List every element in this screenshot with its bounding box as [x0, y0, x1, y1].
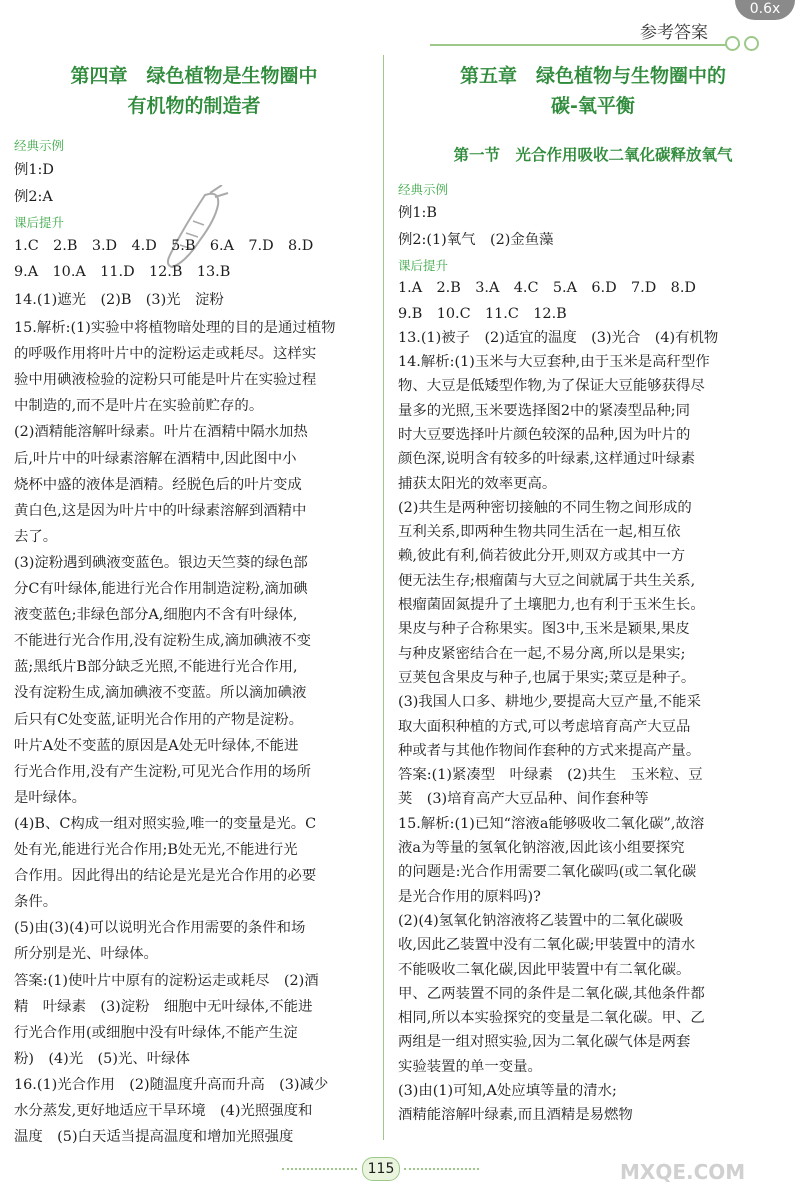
left-answer-line: 后,叶片中的叶绿素溶解在酒精中,因此图中小 [14, 450, 297, 467]
left-answer-line: 例2:A [14, 189, 53, 205]
left-answer-line: 合作用。因此得出的结论是光是光合作用的必要 [14, 868, 317, 885]
left-answer-line: 精 叶绿素 (3)淀粉 细胞中无叶绿体,不能进 [14, 998, 313, 1015]
right-tag-examples: 经典示例 [398, 182, 449, 197]
left-answer-line: (3)淀粉遇到碘液变蓝色。银边天竺葵的绿色部 [14, 554, 308, 571]
right-answer-line: 液a为等量的氢氧化钠溶液,因此该小组要探究 [398, 840, 685, 856]
left-tag-examples: 经典示例 [14, 138, 65, 153]
right-answer-line: 酒精能溶解叶绿素,而且酒精是易燃物 [398, 1107, 633, 1124]
right-answer-line: 互利关系,即两种生物共同生活在一起,相互依 [398, 524, 681, 541]
left-answer-line: 中制造的,而不是叶片在实验前贮存的。 [14, 398, 264, 415]
right-answer-line: (3)我国人口多、耕地少,要提高大豆产量,不能采 [398, 694, 701, 711]
left-answer-line: 液变蓝色;非绿色部分A,细胞内不含有叶绿体, [14, 607, 298, 624]
right-answer-line: 是光合作用的原料吗)? [398, 888, 541, 905]
left-answer-line: 温度 (5)白天适当提高温度和增加光照强度 [14, 1129, 294, 1146]
right-answer-line: 捕获太阳光的效率更高。 [398, 475, 557, 492]
left-answer-line: (5)由(3)(4)可以说明光合作用需要的条件和场 [14, 920, 306, 937]
left-answer-line: 行光合作用(或细胞中没有叶绿体,不能产生淀 [14, 1024, 298, 1041]
left-answer-line: 答案:(1)使叶片中原有的淀粉运走或耗尽 (2)酒 [14, 972, 319, 989]
left-answer-line: (2)酒精能溶解叶绿素。叶片在酒精中隔水加热 [14, 424, 308, 441]
right-answer-line: 物、大豆是低矮型作物,为了保证大豆能够获得尽 [398, 378, 705, 395]
right-answer-line: 果皮与种子合称果实。图3中,玉米是颖果,果皮 [398, 621, 690, 638]
left-answer-line: 所分别是光、叶绿体。 [14, 946, 158, 963]
right-answer-line: 甲、乙两装置不同的条件是二氧化碳,其他条件都 [398, 985, 705, 1002]
right-answer-line: 颜色深,说明含有较多的叶绿素,这样通过叶绿素 [398, 451, 695, 468]
left-answer-line: 不能进行光合作用,没有淀粉生成,滴加碘液不变 [14, 633, 311, 650]
right-answer-line: 不能吸收二氧化碳,因此甲装置中有二氧化碳。 [398, 961, 691, 978]
right-answer-line: 收,因此乙装置中没有二氧化碳;甲装置中的清水 [398, 937, 696, 954]
left-answer-line: 是叶绿体。 [14, 789, 86, 806]
left-tag-practice: 课后提升 [14, 215, 65, 230]
left-answer-line: 烧杯中盛的液体是酒精。经脱色后的叶片变成 [14, 476, 302, 493]
left-answer-line: 例1:D [14, 162, 54, 178]
right-answer-line: (3)由(1)可知,A处应填等量的清水; [398, 1083, 617, 1099]
right-answer-line: (2)(4)氢氧化钠溶液将乙装置中的二氧化碳吸 [398, 912, 684, 929]
right-answer-line: 与种皮紧密结合在一起,不易分离,所以是果实; [398, 645, 686, 662]
right-answer-line: 例1:B [398, 205, 437, 221]
right-answer-line: 答案:(1)紧凑型 叶绿素 (2)共生 玉米粒、豆 [398, 767, 703, 784]
footer-rule-right [404, 1168, 479, 1170]
right-answer-line: 相同,所以本实验探究的变量是二氧化碳。甲、乙 [398, 1010, 705, 1027]
right-section-title: 第一节 光合作用吸收二氧化碳释放氧气 [453, 146, 733, 164]
left-answer-line: 去了。 [14, 528, 58, 545]
site-watermark: MXQE.COM [620, 1160, 746, 1184]
footer-rule-left [282, 1168, 357, 1170]
right-answer-line: (2)共生是两种密切接触的不同生物之间形成的 [398, 499, 692, 516]
right-tag-practice: 课后提升 [398, 258, 449, 273]
zoom-badge: 0.6x [735, 0, 795, 20]
left-answer-line: 14.(1)遮光 (2)B (3)光 淀粉 [14, 292, 224, 308]
left-answer-line: 水分蒸发,更好地适应干旱环境 (4)光照强度和 [14, 1103, 313, 1119]
left-answer-line: 9.A 10.A 11.D 12.B 13.B [14, 264, 231, 280]
right-answer-line: 时大豆要选择叶片颜色较深的品种,因为叶片的 [398, 426, 691, 443]
left-answer-line: 15.解析:(1)实验中将植物暗处理的目的是通过植物 [14, 320, 336, 336]
left-answer-line: 16.(1)光合作用 (2)随温度升高而升高 (3)减少 [14, 1076, 329, 1093]
left-answer-line: 粉) (4)光 (5)光、叶绿体 [14, 1050, 190, 1067]
left-answer-line: 没有淀粉生成,滴加碘液不变蓝。所以滴加碘液 [14, 685, 307, 702]
left-answer-line: 1.C 2.B 3.D 4.D 5.B 6.A 7.D 8.D [14, 238, 314, 254]
right-answer-line: 取大面积种植的方式,可以考虑培育高产大豆品 [398, 718, 691, 735]
right-answer-line: 量多的光照,玉米要选择图2中的紧凑型品种;同 [398, 402, 691, 419]
right-answer-line: 荚 (3)培育高产大豆品种、间作套种等 [398, 791, 649, 808]
header-label: 参考答案 [640, 23, 708, 43]
left-answer-line: (4)B、C构成一组对照实验,唯一的变量是光。C [14, 815, 317, 832]
right-answer-line: 赖,彼此有利,倘若彼此分开,则双方或其中一方 [398, 548, 686, 565]
left-answer-line: 黄白色,这是因为叶片中的叶绿素溶解到酒精中 [14, 502, 307, 519]
right-answer-line: 两组是一组对照实验,因为二氧化碳气体是两套 [398, 1034, 691, 1051]
left-answer-line: 分C有叶绿体,能进行光合作用制造淀粉,滴加碘 [14, 581, 308, 597]
left-answer-line: 的呼吸作用将叶片中的淀粉运走或耗尽。这样实 [14, 346, 317, 363]
right-answer-line: 14.解析:(1)玉米与大豆套种,由于玉米是高秆型作 [398, 354, 710, 370]
left-answer-line: 处有光,能进行光合作用;B处无光,不能进行光 [14, 842, 298, 858]
left-chapter-title-line2: 有机物的制造者 [127, 95, 261, 117]
right-answer-line: 例2:(1)氧气 (2)金鱼藻 [398, 232, 554, 248]
right-answer-line: 便无法生存;根瘤菌与大豆之间就属于共生关系, [398, 572, 696, 589]
right-answer-line: 种或者与其他作物间作套种的方式来提高产量。 [398, 742, 701, 759]
right-answer-line: 豆荚包含果皮与种子,也属于果实;菜豆是种子。 [398, 669, 696, 686]
right-answer-line: 9.B 10.C 11.C 12.B [398, 306, 567, 322]
left-chapter-title-line1: 第四章 绿色植物是生物圈中 [70, 65, 318, 87]
left-answer-line: 条件。 [14, 894, 58, 911]
left-answer-line: 蓝;黑纸片B部分缺乏光照,不能进行光合作用, [14, 659, 298, 676]
header-rule [430, 44, 740, 46]
right-answer-line: 15.解析:(1)已知“溶液a能够吸收二氧化碳”,故溶 [398, 815, 705, 832]
right-chapter-title-line1: 第五章 绿色植物与生物圈中的 [459, 65, 726, 87]
left-answer-line: 行光合作用,没有产生淀粉,可见光合作用的场所 [14, 763, 311, 780]
header-dots [725, 36, 763, 55]
right-answer-line: 根瘤菌固氮提升了土壤肥力,也有利于玉米生长。 [398, 597, 705, 613]
right-answer-line: 1.A 2.B 3.A 4.C 5.A 6.D 7.D 8.D [398, 280, 696, 296]
right-chapter-title-line2: 碳-氧平衡 [551, 95, 635, 117]
left-answer-line: 验中用碘液检验的淀粉只可能是叶片在实验过程 [14, 372, 317, 389]
left-answer-line: 后只有C处变蓝,证明光合作用的产物是淀粉。 [14, 711, 304, 728]
page-number: 115 [362, 1157, 400, 1181]
right-answer-line: 实验装置的单一变量。 [398, 1058, 542, 1075]
column-divider [383, 55, 384, 1140]
right-answer-line: 13.(1)被子 (2)适宜的温度 (3)光合 (4)有机物 [398, 330, 719, 346]
right-answer-line: 的问题是:光合作用需要二氧化碳吗(或二氧化碳 [398, 864, 697, 881]
left-answer-line: 叶片A处不变蓝的原因是A处无叶绿体,不能进 [14, 737, 299, 754]
